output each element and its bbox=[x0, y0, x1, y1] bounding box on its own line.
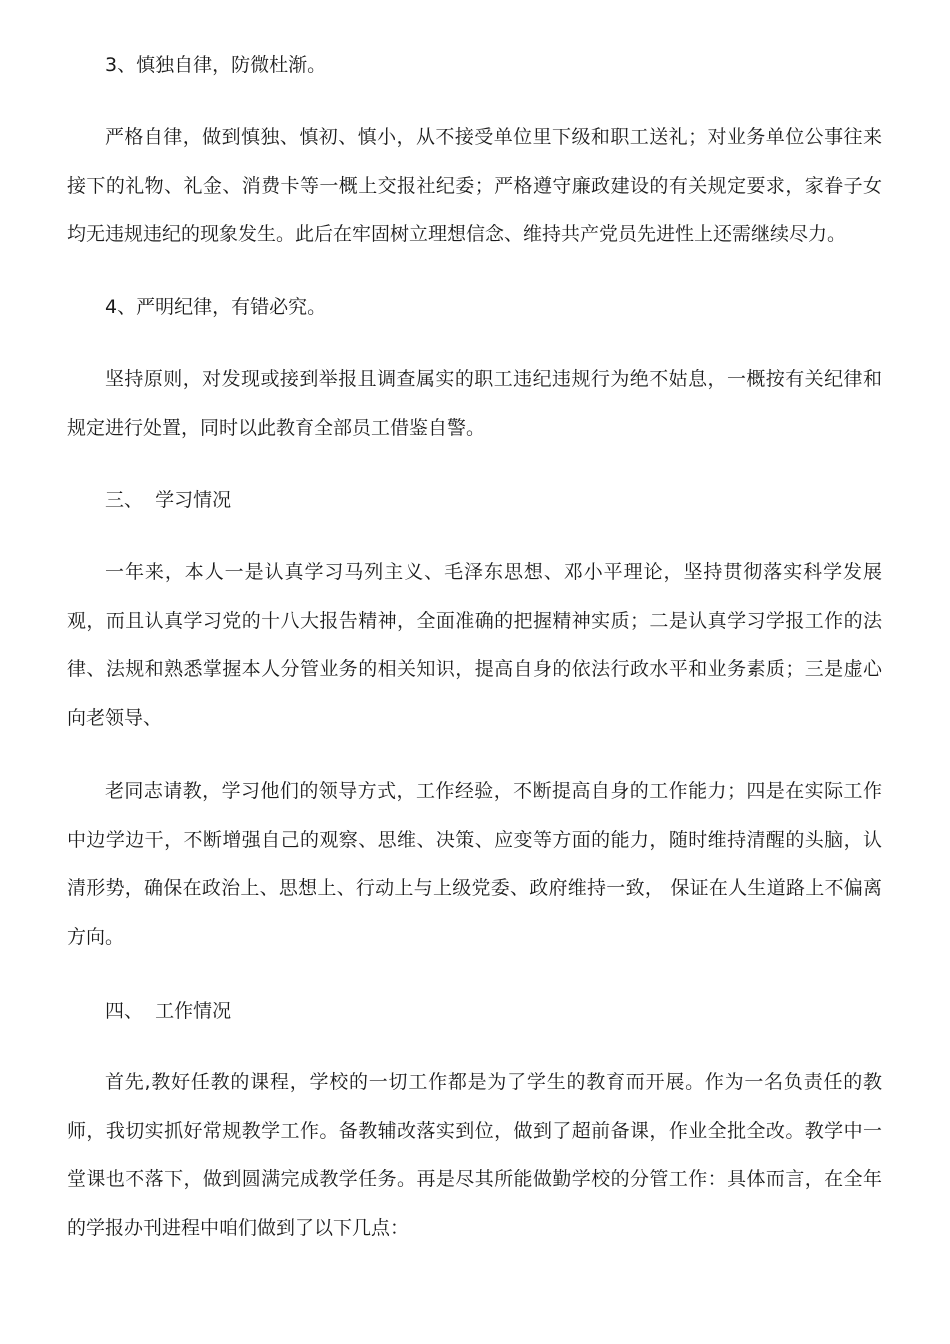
paragraph: 首先,教好任教的课程，学校的一切工作都是为了学生的教育而开展。作为一名负责任的教师，我切实抓好常规教学工作。备教辅改落实到位，做到了超前备课，作业全批全改。教学中一堂课也不落下，做到圆满完成教学任务。再是尽其所能做勤学校的分管工作：具体而言，在全年的学报办刊进程中咱们做到了以下几点： bbox=[67, 1071, 882, 1239]
section-heading: 4、严明纪律，有错必究。 bbox=[105, 296, 327, 318]
section-heading: 三、 学习情况 bbox=[105, 489, 232, 511]
section-heading: 四、 工作情况 bbox=[105, 1000, 232, 1022]
paragraph: 严格自律，做到慎独、慎初、慎小，从不接受单位里下级和职工送礼；对业务单位公事往来接下的礼物、礼金、消费卡等一概上交报社纪委；严格遵守廉政建设的有关规定要求，家眷子女均无违规违纪的现象发生。此后在牢固树立理想信念、维持共产党员先进性上还需继续尽力。 bbox=[67, 126, 882, 245]
paragraph: 老同志请教，学习他们的领导方式，工作经验，不断提高自身的工作能力；四是在实际工作中边学边干，不断增强自己的观察、思维、决策、应变等方面的能力，随时维持清醒的头脑，认清形势，确保在政治上、思想上、行动上与上级党委、政府维持一致， 保证在人生道路上不偏离方向。 bbox=[67, 780, 882, 948]
section-heading: 3、慎独自律，防微杜渐。 bbox=[105, 54, 327, 76]
paragraph: 坚持原则，对发现或接到举报且调查属实的职工违纪违规行为绝不姑息，一概按有关纪律和规定进行处置，同时以此教育全部员工借鉴自警。 bbox=[67, 368, 882, 439]
paragraph: 一年来，本人一是认真学习马列主义、毛泽东思想、邓小平理论，坚持贯彻落实科学发展观，而且认真学习党的十八大报告精神，全面准确的把握精神实质；二是认真学习学报工作的法律、法规和熟悉掌握本人分管业务的相关知识，提高自身的依法行政水平和业务素质；三是虚心向老领导、 bbox=[67, 561, 882, 729]
